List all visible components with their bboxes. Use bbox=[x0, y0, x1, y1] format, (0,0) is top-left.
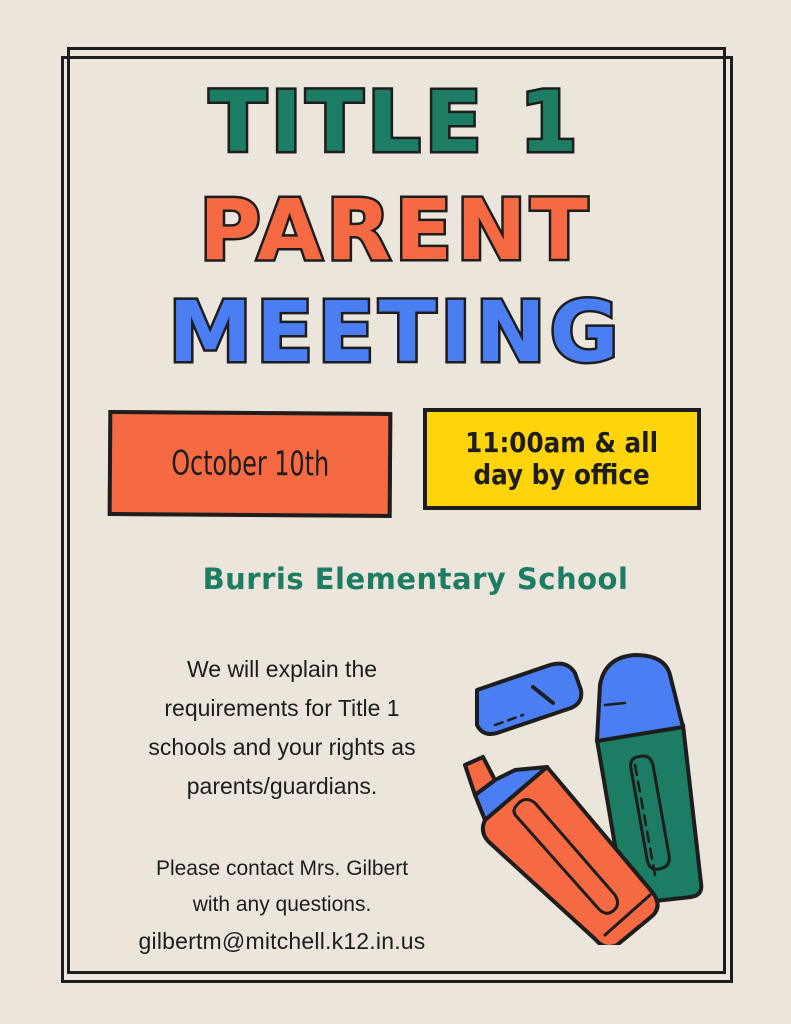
description bbox=[92, 650, 472, 806]
description-line-1: We will explain the bbox=[186, 656, 378, 682]
contact-info bbox=[92, 851, 472, 959]
date-box bbox=[108, 410, 393, 518]
title-line-1: TITLE 1 bbox=[209, 73, 582, 171]
contact-email: gilbertm@mitchell.k12.in.us bbox=[138, 928, 426, 954]
contact-line-2: with any questions. bbox=[192, 893, 372, 916]
title-line-3: MEETING bbox=[168, 283, 623, 381]
time-line-1: 11:00am & all bbox=[465, 425, 659, 459]
time-box bbox=[423, 408, 701, 510]
highlighter-markers-icon bbox=[455, 645, 725, 945]
time-line-2: day by office bbox=[473, 458, 651, 491]
description-line-4: parents/guardians. bbox=[186, 773, 378, 799]
time-text bbox=[466, 427, 659, 491]
description-line-2: requirements for Title 1 bbox=[164, 695, 400, 721]
description-line-3: schools and your rights as bbox=[148, 734, 416, 760]
school-name: Burris Elementary School bbox=[202, 562, 629, 596]
contact-line-1: Please contact Mrs. Gilbert bbox=[155, 857, 409, 880]
title-line-2: PARENT bbox=[199, 181, 592, 279]
date-text: October 10th bbox=[170, 443, 330, 485]
